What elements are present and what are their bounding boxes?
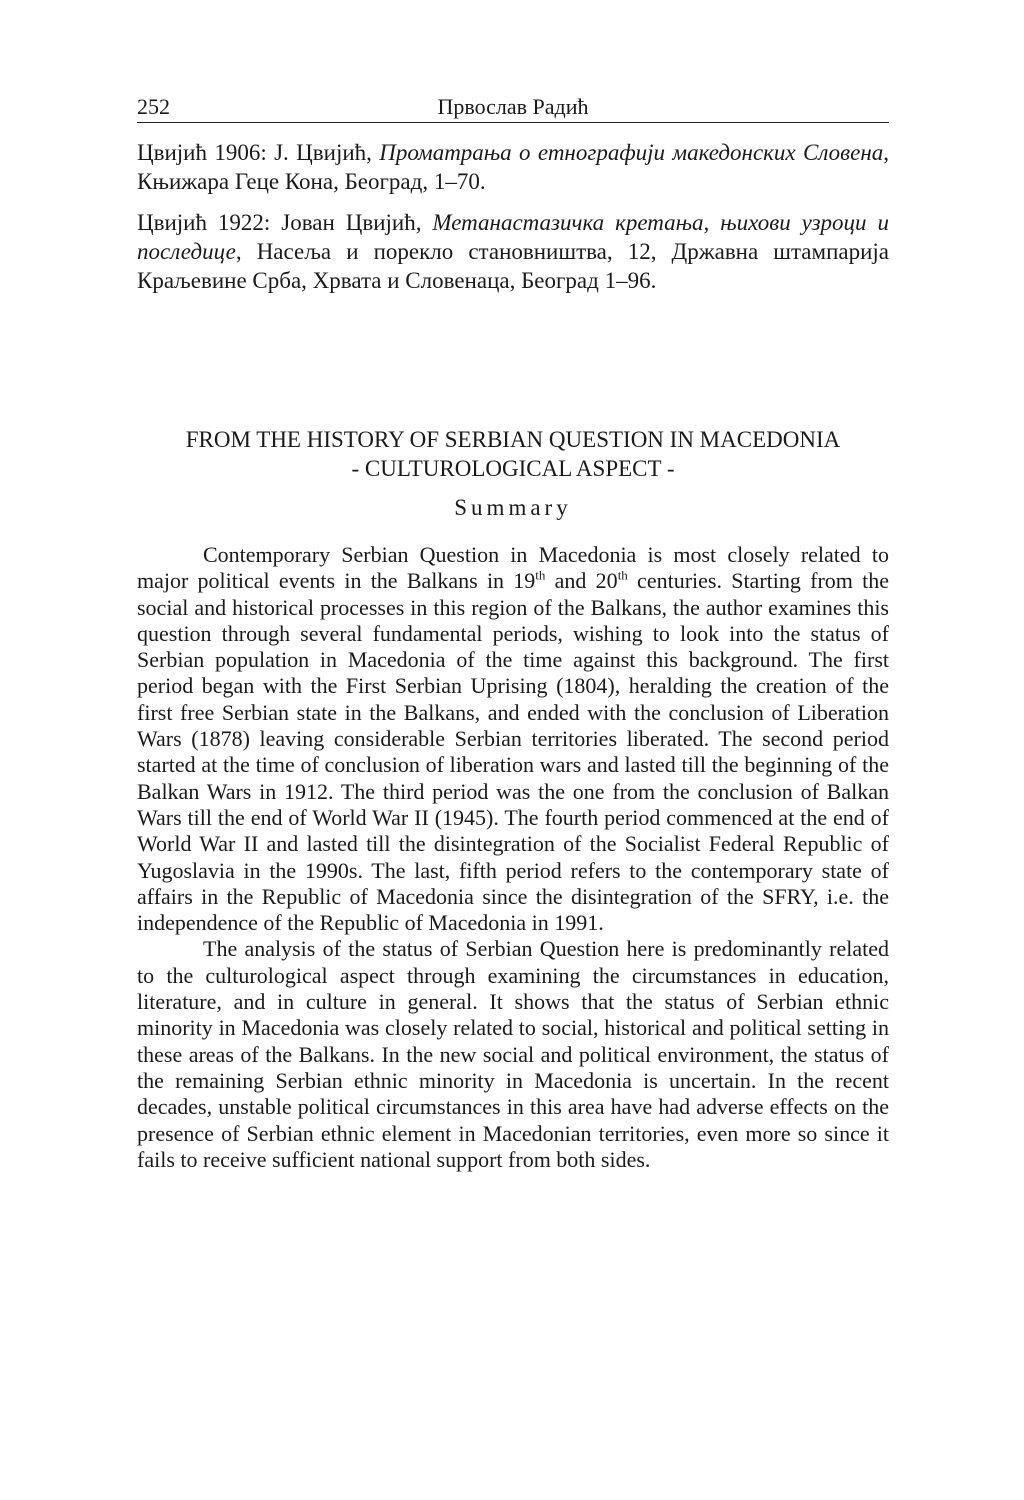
superscript: th [535,567,546,583]
reference-title: Метанастазичка кретања, њихови узроци и последице [137,210,890,264]
reference-title: Проматрања о етнографији македонских Словена [379,140,884,165]
summary-title-line: FROM THE HISTORY OF SERBIAN QUESTION IN MACEDONIA [185,427,841,452]
reference-lead: Цвијић 1922: Јован Цвијић, [137,210,433,235]
reference-lead: Цвијић 1906: Ј. Цвијић, [137,140,380,165]
summary-label: Summary [454,495,572,520]
summary-text: centuries. Starting from the social and historical processes in this region of the Balkans, the author examines this question through several fundamental periods, wishing to look into the status of Serbian population in Macedonia of the time against this background. The first period began with the First Serbian Uprising (1804), heralding the creation of the first free Serbian state in the Balkans, and ended with the conclusion of Liberation Wars (1878) leaving considerable Serbian territories liberated. The second period started at the time of conclusion of liberation wars and lasted till the beginning of the Balkan Wars in 1912. The third period was the one from the conclusion of Balkan Wars till the end of World War II (1945). The fourth period commenced at the end of World War II and lasted till the disintegration of the Socialist Federal Republic of Yugoslavia in the 1990s. The last, fifth period refers to the contemporary state of affairs in the Republic of Macedonia since the disintegration of the SFRY, i.e. the independence of the Republic of Macedonia in 1991. [137,568,889,936]
reference-list [137,138,889,307]
summary-text: Contemporary Serbian Question in Macedonia is most closely related to major political events in the Balkans in 19 [137,542,889,594]
summary-paragraph: The analysis of the status of Serbian Question here is predominantly related to the culturological aspect through examining the circumstances in education, literature, and in culture in general. It shows that the status of Serbian ethnic minority in Macedonia was closely related to social, historical and political setting in these areas of the Balkans. In the new social and political environment, the status of the remaining Serbian ethnic minority in Macedonia is uncertain. In the recent decades, unstable political circumstances in this area have had adverse effects on the presence of Serbian ethnic element in Macedonian territories, even more so since it fails to receive sufficient national support from both sides. [137,936,889,1172]
running-head-author: Првослав Радић [437,94,589,119]
reference-entry [137,208,889,295]
reference-details: , Књижара Геце Кона, Београд, 1–70. [137,140,889,194]
summary-title [137,425,889,483]
summary-text: and 20 [545,568,618,594]
summary-paragraph [137,542,889,936]
superscript: th [617,567,628,583]
reference-details: , Насеља и порекло становништва, 12, Државна штампарија Краљевине Срба, Хрвата и Словенаца, Београд 1–96. [137,239,889,293]
page-number: 252 [137,94,170,119]
reference-entry [137,138,889,196]
summary-body [137,542,889,1173]
summary-subtitle-line: - CULTUROLOGICAL ASPECT - [351,456,675,481]
running-head [137,92,889,123]
